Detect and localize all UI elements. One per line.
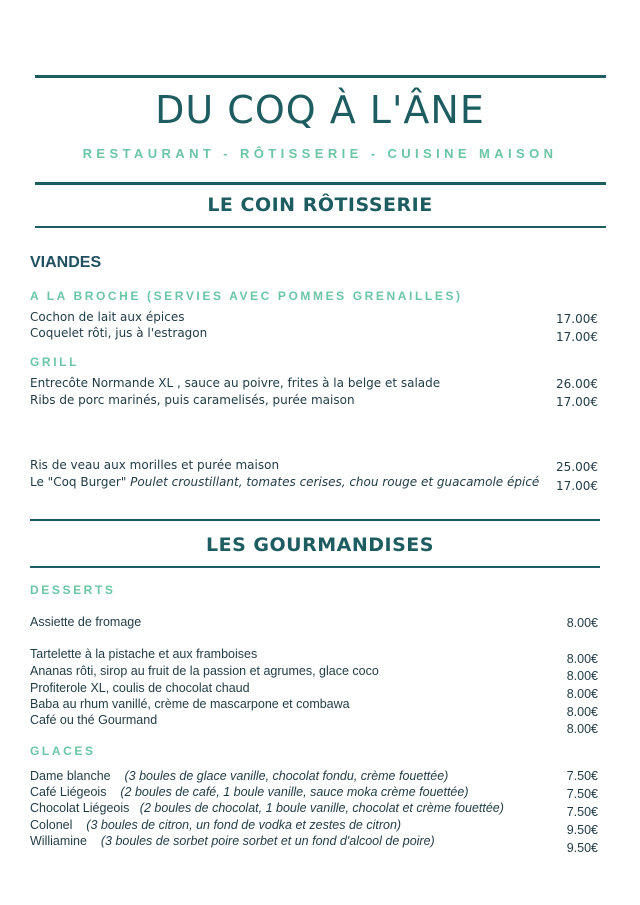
menu-item-name: Chocolat Liégeois [30,801,130,815]
menu-item: Cochon de lait aux épices [30,310,185,324]
menu-item-description: (3 boules de glace vanille, chocolat fondu, crème fouettée) [124,769,449,783]
menu-item-price: 8.00€ [566,616,598,630]
menu-item: Café ou thé Gourmand [30,713,158,727]
menu-item [30,834,435,848]
menu-item [30,785,468,799]
gourmandises-title-rule [30,566,600,568]
menu-item: Ribs de porc marinés, puis caramelisés, purée maison [30,393,355,407]
menu-item-description: (2 boules de chocolat, 1 boule vanille, chocolat et crème fouettée) [139,801,504,815]
subsection-desserts: DESSERTS [30,583,116,597]
header-bottom-rule [35,182,606,185]
menu-item: Baba au rhum vanillé, crème de mascarpone et combawa [30,697,350,711]
menu-item: Ananas rôti, sirop au fruit de la passion et agrumes, glace coco [30,664,379,678]
menu-item [30,475,539,489]
menu-item-name: Le "Coq Burger" [30,475,131,489]
menu-item-price: 8.00€ [566,669,598,683]
menu-item-price: 17.00€ [556,479,598,493]
header-top-rule [35,75,606,78]
menu-item-price: 25.00€ [556,460,598,474]
category-viandes: VIANDES [30,254,102,271]
section-title-rotisserie: LE COIN RÔTISSERIE [207,194,433,216]
menu-item-price: 17.00€ [556,395,598,409]
menu-item-price: 9.50€ [566,841,598,855]
menu-item-name: Williamine [30,834,87,848]
subsection-broche: A LA BROCHE (SERVIES AVEC POMMES GRENAILLES) [30,289,463,303]
menu-item-name: Café Liégeois [30,785,107,799]
subsection-grill: GRILL [30,355,79,369]
menu-item: Entrecôte Normande XL , sauce au poivre, frites à la belge et salade [30,376,441,390]
menu-item-price: 17.00€ [556,312,598,326]
menu-item-price: 7.50€ [566,787,598,801]
menu-item-price: 8.00€ [566,687,598,701]
menu-item: Tartelette à la pistache et aux framboises [30,647,258,661]
menu-item-price: 8.00€ [566,652,598,666]
menu-item: Assiette de fromage [30,615,142,629]
restaurant-tagline: RESTAURANT - RÔTISSERIE - CUISINE MAISON [82,146,558,161]
menu-item [30,458,279,472]
menu-item-description: Poulet croustillant, tomates cerises, chou rouge et guacamole épicé [130,475,540,489]
menu-item-description: (2 boules de café, 1 boule vanille, sauce moka crème fouettée) [120,785,469,799]
menu-item-name: Colonel [30,818,73,832]
menu-item-description: (3 boules de citron, un fond de vodka et zestes de citron) [86,818,402,832]
rotisserie-title-rule [35,226,606,228]
menu-item-price: 17.00€ [556,330,598,344]
menu-item-price: 7.50€ [566,769,598,783]
menu-item-price: 8.00€ [566,722,598,736]
menu-item-price: 26.00€ [556,377,598,391]
menu-item-description: (3 boules de sorbet poire sorbet et un fond d'alcool de poire) [100,834,435,848]
menu-item [30,769,448,783]
menu-item [30,801,504,815]
section-title-gourmandises: LES GOURMANDISES [206,534,434,556]
restaurant-name: DU COQ À L'ÂNE [155,88,485,132]
menu-item [30,818,401,832]
menu-item-price: 8.00€ [566,705,598,719]
section-divider [30,519,600,521]
menu-item-name: Ris de veau aux morilles et purée maison [30,458,280,472]
menu-item-price: 7.50€ [566,805,598,819]
menu-item-name: Dame blanche [30,769,111,783]
menu-item: Coquelet rôti, jus à l'estragon [30,326,208,340]
menu-item-price: 9.50€ [566,823,598,837]
menu-item: Profiterole XL, coulis de chocolat chaud [30,681,250,695]
subsection-glaces: GLACES [30,744,96,758]
